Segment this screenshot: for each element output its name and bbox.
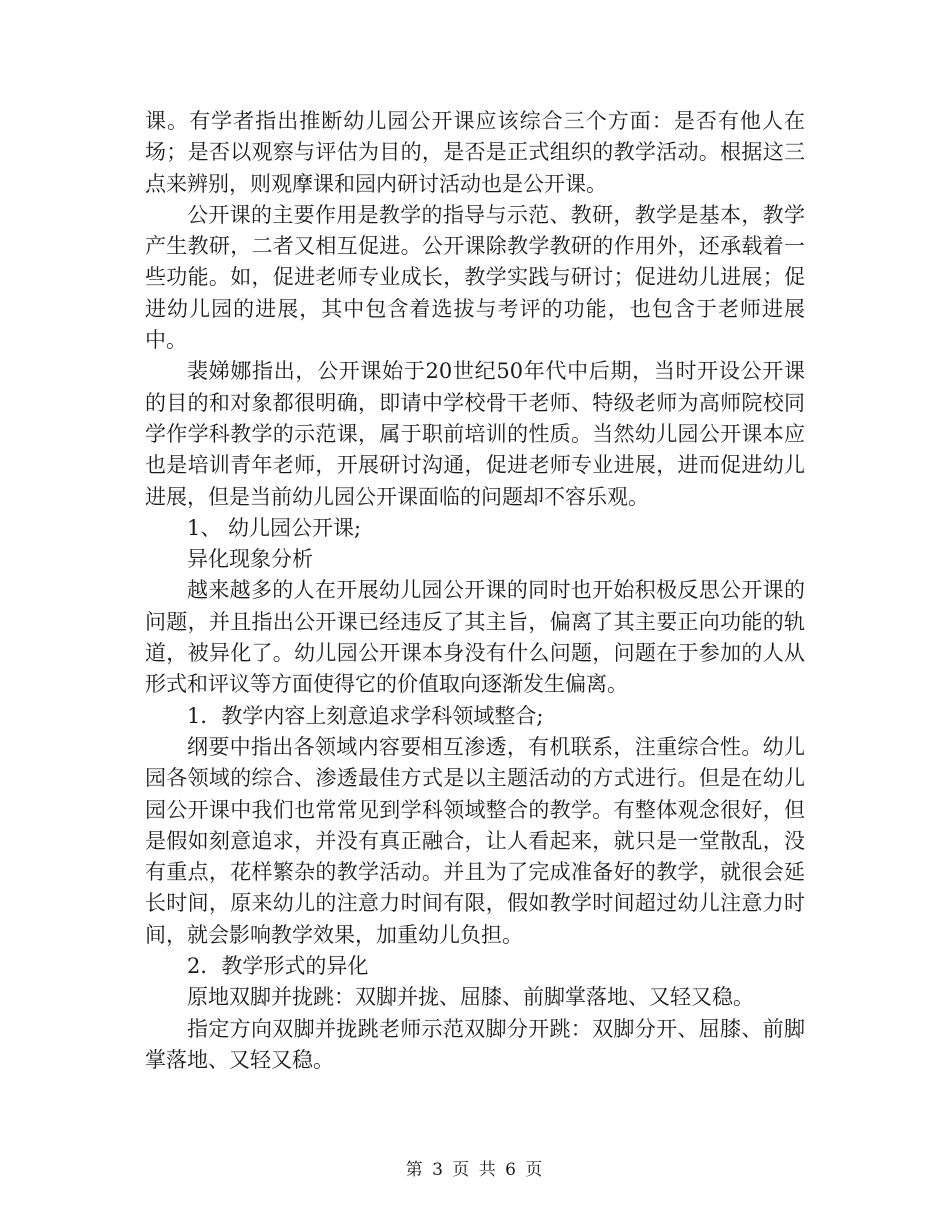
paragraph-3: 裴娣娜指出，公开课始于20世纪50年代中后期，当时开设公开课的目的和对象都很明确，即请中学校骨干老师、特级老师为高师院校同学作学科教学的示范课，属于职前培训的性质。当然幼儿园公开课本应也是培训青年老师，开展研讨沟通，促进老师专业进展，进而促进幼儿进展，但是当前幼儿园公开课面临的问题却不容乐观。: [145, 359, 805, 509]
page-number-footer: 第 3 页 共 6 页: [405, 1160, 545, 1180]
paragraph-2: 公开课的主要作用是教学的指导与示范、教研，教学是基本，教学产生教研，二者又相互促进。公开课除教学教研的作用外，还承载着一些功能。如，促进老师专业成长，教学实践与研讨；促进幼儿进展；促进幼儿园的进展，其中包含着选拔与考评的功能，也包含于老师进展中。: [145, 202, 805, 353]
list-heading-1: 1．教学内容上刻意追求学科领域整合;: [187, 703, 544, 728]
section-heading-1: 1、 幼儿园公开课;: [187, 515, 362, 540]
paragraph-8: 纲要中指出各领域内容要相互渗透，有机联系，注重综合性。幼儿园各领域的综合、渗透最佳方式是以主题活动的方式进行。但是在幼儿园公开课中我们也常常见到学科领域整合的教学。有整体观念很好，但是假如刻意追求，并没有真正融合，让人看起来，就只是一堂散乱，没有重点，花样繁杂的教学活动。并且为了完成准备好的教学，就很会延长时间，原来幼儿的注意力时间有限，假如教学时间超过幼儿注意力时间，就会影响教学效果，加重幼儿负担。: [145, 734, 805, 947]
paragraph-10: 原地双脚并拢跳：双脚并拢、屈膝、前脚掌落地、又轻又稳。: [187, 985, 754, 1010]
paragraph-1: 课。有学者指出推断幼儿园公开课应该综合三个方面：是否有他人在场；是否以观察与评估为目的，是否是正式组织的教学活动。根据这三点来辨别，则观摩课和园内研讨活动也是公开课。: [145, 109, 805, 196]
section-subheading: 异化现象分析: [187, 547, 313, 572]
paragraph-11: 指定方向双脚并拢跳老师示范双脚分开跳：双脚分开、屈膝、前脚掌落地、又轻又稳。: [145, 1016, 805, 1072]
paragraph-6: 越来越多的人在开展幼儿园公开课的同时也开始积极反思公开课的问题，并且指出公开课已经违反了其主旨，偏离了其主要正向功能的轨道，被异化了。幼儿园公开课本身没有什么问题，问题在于参加的人从形式和评议等方面使得它的价值取向逐渐发生偏离。: [145, 578, 805, 697]
document-body: [145, 106, 805, 1076]
list-heading-2: 2．教学形式的异化: [187, 954, 369, 979]
